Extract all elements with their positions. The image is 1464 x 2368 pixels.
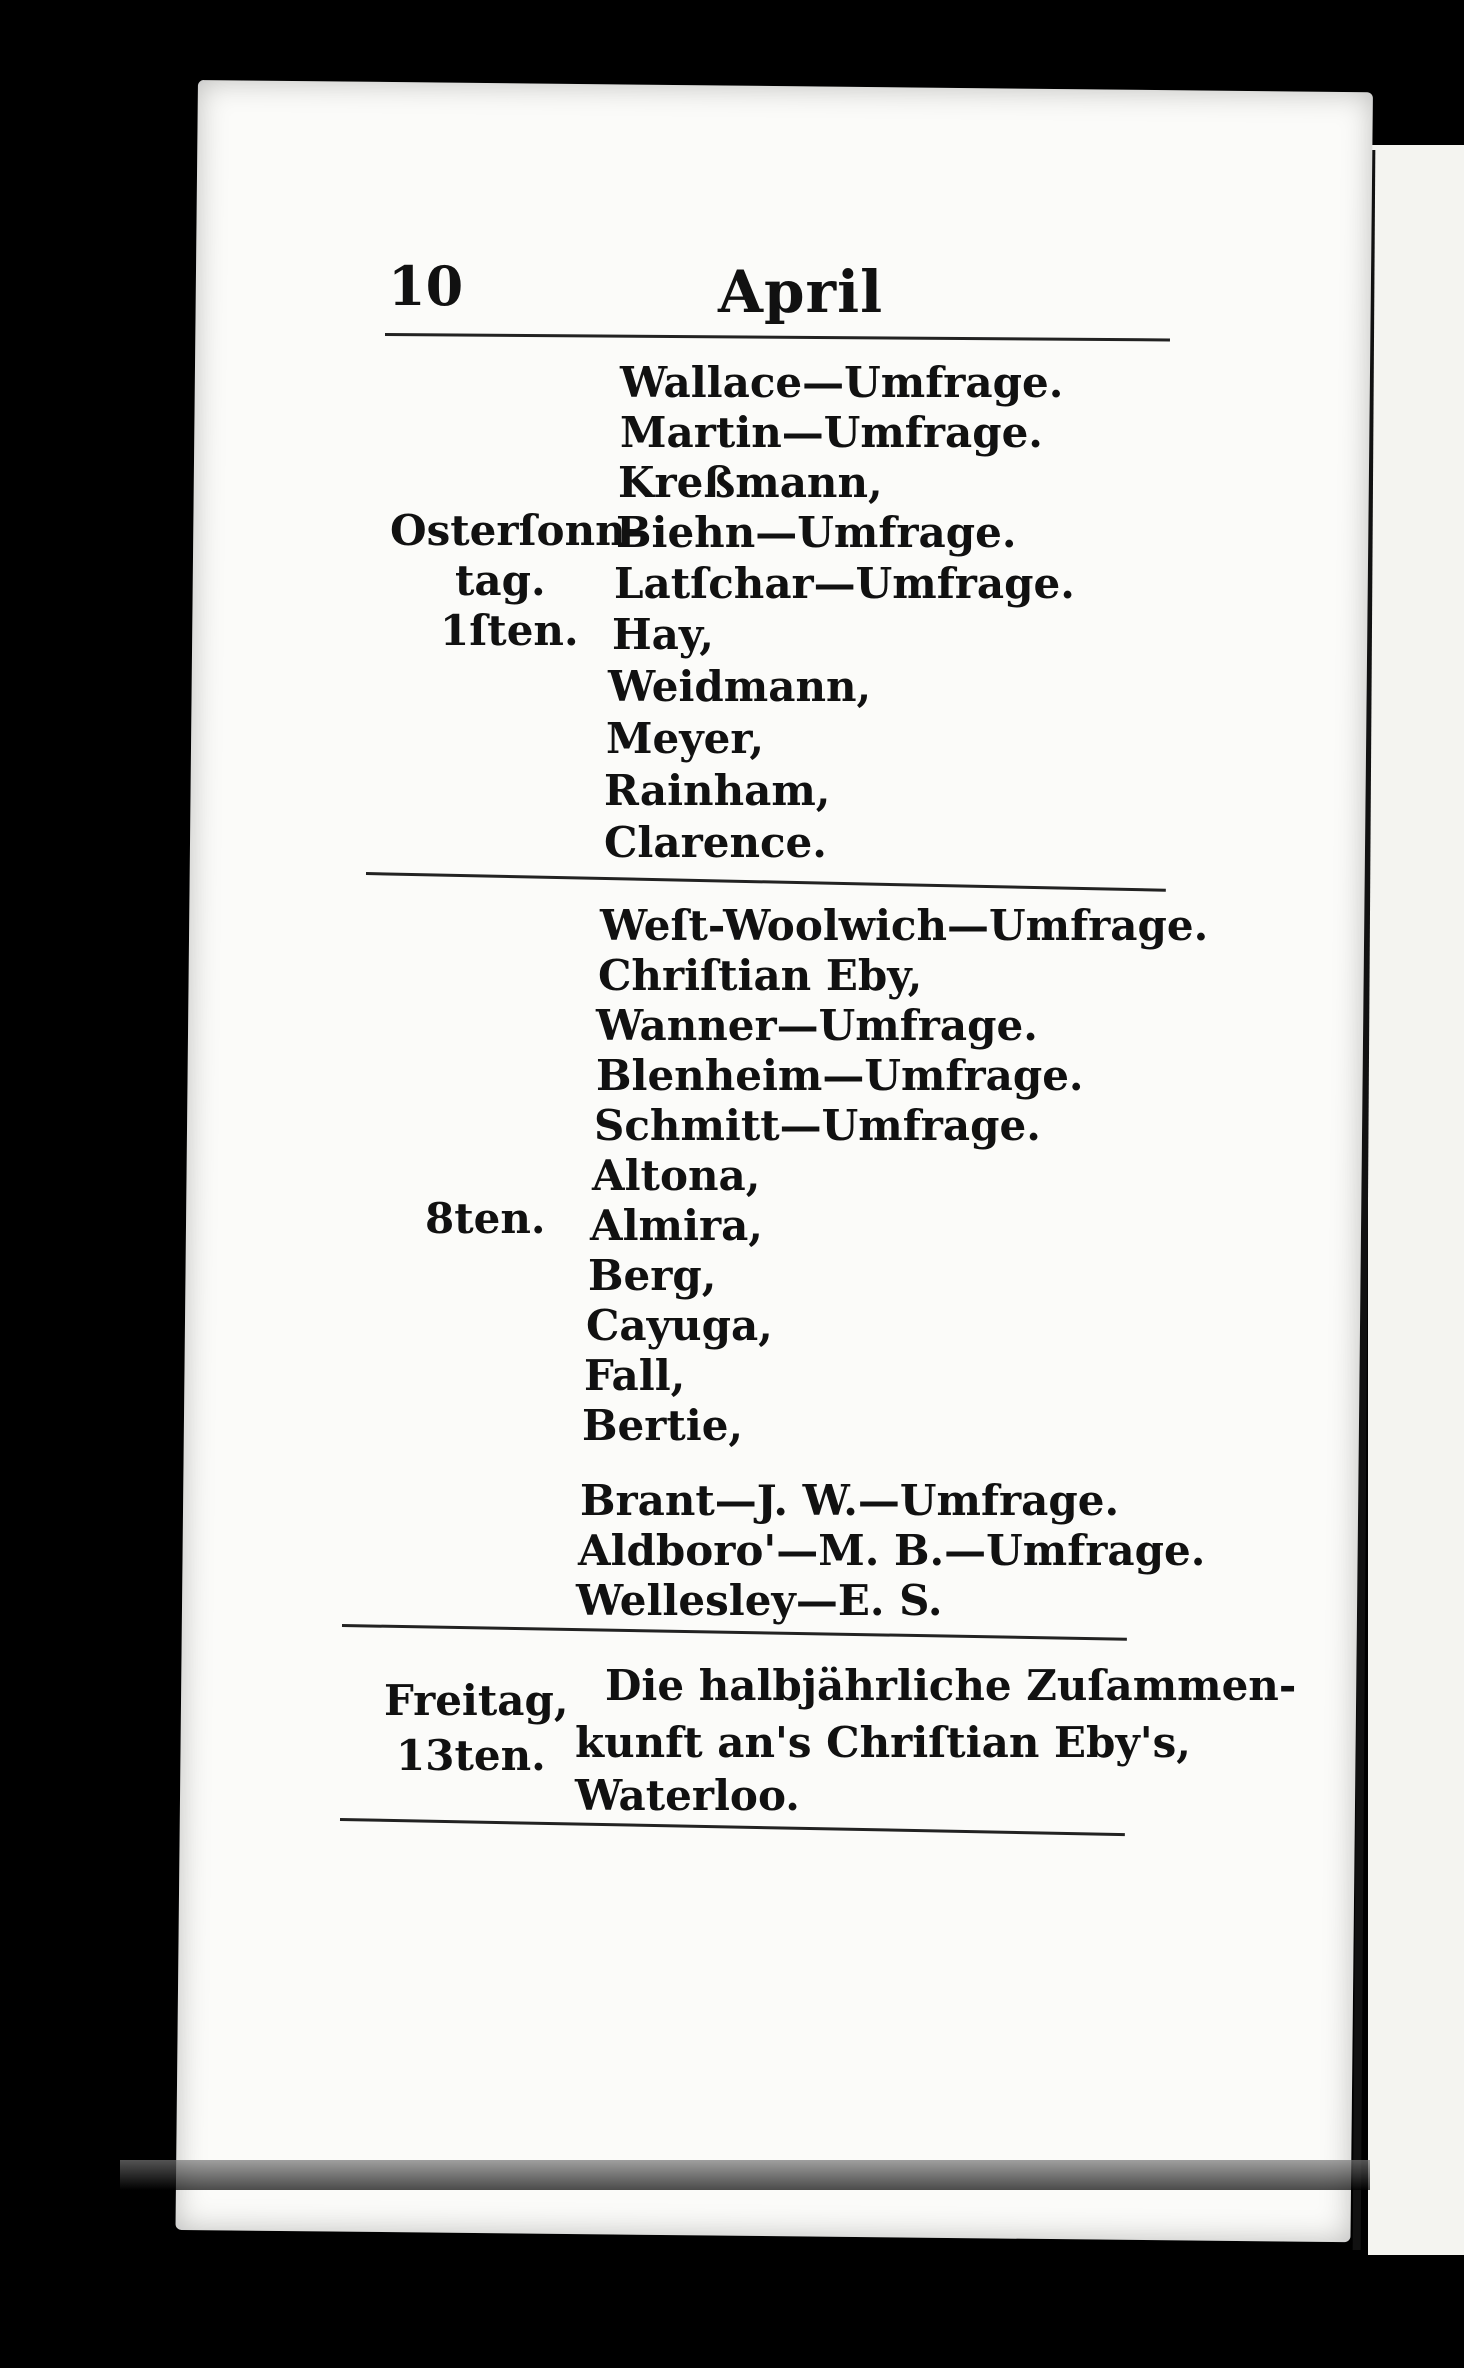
section-2-entry: Fall,	[584, 1351, 686, 1400]
section-1-entry: Rainham,	[604, 766, 831, 815]
section-1-entry: Meyer,	[606, 714, 765, 763]
header-rule	[385, 333, 1170, 341]
section-1-entry: Latſchar—Umfrage.	[614, 559, 1075, 608]
section-2-entry: Almira,	[590, 1201, 763, 1250]
section-divider	[366, 872, 1166, 892]
page-title: April	[718, 258, 884, 326]
page-number: 10	[388, 254, 464, 318]
footer-rule	[340, 1818, 1125, 1836]
section-2-entry: Cayuga,	[586, 1301, 773, 1350]
section-2-entry: Berg,	[588, 1251, 717, 1300]
section-1-date-line-2: tag.	[455, 556, 546, 605]
section-1-entry: Biehn—Umfrage.	[616, 508, 1017, 557]
section-1-entry: Hay,	[612, 610, 714, 659]
section-2-entry: Altona,	[592, 1151, 761, 1200]
section-2-entry: Wanner—Umfrage.	[596, 1001, 1038, 1050]
section-1-entry: Wallace—Umfrage.	[620, 358, 1064, 407]
section-2-entry: Bertie,	[582, 1401, 744, 1450]
section-1-entry: Martin—Umfrage.	[620, 408, 1043, 457]
section-2-entry: Wellesley—E. S.	[576, 1576, 943, 1625]
section-3-date-line-2: 13ten.	[396, 1731, 546, 1780]
section-3-date-line-1: Freitag,	[384, 1676, 569, 1725]
section-divider	[342, 1624, 1127, 1641]
section-1-date-line-1: Osterſonn-	[390, 506, 644, 555]
section-1-entry: Clarence.	[604, 818, 827, 867]
section-2-entry: Blenheim—Umfrage.	[596, 1051, 1084, 1100]
section-2-entry: Weſt-Woolwich—Umfrage.	[600, 901, 1209, 950]
section-2-entry: Schmitt—Umfrage.	[594, 1101, 1041, 1150]
section-2-entry: Aldboro'—M. B.—Umfrage.	[578, 1526, 1206, 1575]
section-2-date-line-1: 8ten.	[425, 1194, 546, 1243]
section-2-entry: Chriſtian Eby,	[598, 951, 923, 1000]
section-2-entry: Brant—J. W.—Umfrage.	[580, 1476, 1120, 1525]
section-1-entry: Weidmann,	[608, 662, 872, 711]
section-1-date-line-3: 1ſten.	[440, 606, 579, 655]
section-3-entry: Waterloo.	[575, 1771, 800, 1820]
section-3-entry: Die halbjährliche Zuſammen-	[605, 1661, 1297, 1710]
section-1-entry: Kreßmann,	[618, 458, 883, 507]
section-3-entry: kunft an's Chriſtian Eby's,	[575, 1718, 1191, 1767]
